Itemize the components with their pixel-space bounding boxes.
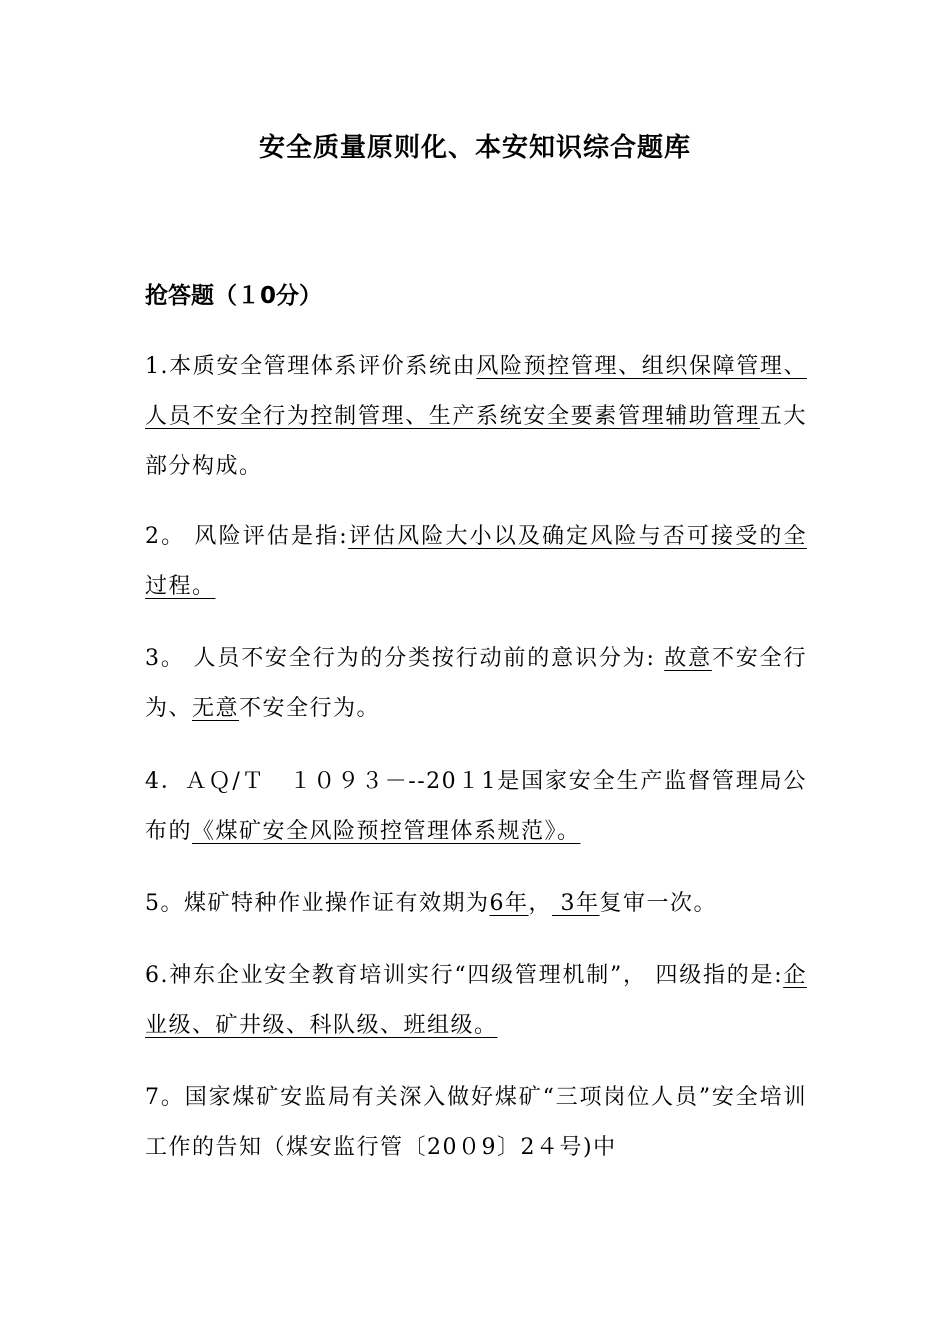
question-2 xyxy=(145,512,807,612)
question-1 xyxy=(145,342,807,492)
question-3 xyxy=(145,634,807,734)
question-4-answer: 《煤矿安全风险预控管理体系规范》。 xyxy=(192,819,581,844)
question-1-text-end: 五大部分构成。 xyxy=(145,404,807,479)
document-title: 安全质量原则化、本安知识综合题库 xyxy=(258,133,691,163)
question-6 xyxy=(145,951,807,1051)
question-1-answer: 风险预控管理、组织保障管理、人员不安全行为控制管理、生产系统安全要素管理辅助管理 xyxy=(145,354,807,429)
question-5 xyxy=(145,879,807,929)
question-3-text-end: 不安全行为。 xyxy=(239,696,381,721)
question-5-answer-2: 3年 xyxy=(552,891,600,916)
question-5-answer-1: 6年 xyxy=(489,891,529,916)
question-6-text: 6.神东企业安全教育培训实行“四级管理机制”， 四级指的是: xyxy=(145,963,784,988)
question-3-text: 3。 人员不安全行为的分类按行动前的意识分为: xyxy=(145,646,665,671)
question-7-text: 7。国家煤矿安监局有关深入做好煤矿“三项岗位人员”安全培训工作的告知（煤安监行管〔20０9〕2４号)中 xyxy=(145,1085,807,1160)
question-7 xyxy=(145,1073,807,1173)
question-6-answer: 企业级、矿井级、科队级、班组级。 xyxy=(145,963,807,1038)
question-3-answer-1: 故意 xyxy=(664,646,712,671)
question-4 xyxy=(145,757,807,857)
question-3-answer-2: 无意 xyxy=(192,696,240,721)
question-5-text-end: 复审一次。 xyxy=(599,891,718,916)
question-5-text-mid: ， xyxy=(528,891,553,916)
question-3-text-mid: 不安全行为、 xyxy=(145,646,807,721)
question-1-text: 1.本质安全管理体系评价系统由 xyxy=(145,354,477,379)
question-5-text: 5。煤矿特种作业操作证有效期为 xyxy=(145,891,490,916)
section-heading: 抢答题（１0分） xyxy=(145,283,323,309)
question-2-answer: 评估风险大小以及确定风险与否可接受的全过程。 xyxy=(145,524,807,599)
question-2-text: 2。 风险评估是指: xyxy=(145,524,349,549)
question-4-text: 4．ＡＱ/Ｔ １０９３－--20１1是国家安全生产监督管理局公布的 xyxy=(145,769,807,844)
